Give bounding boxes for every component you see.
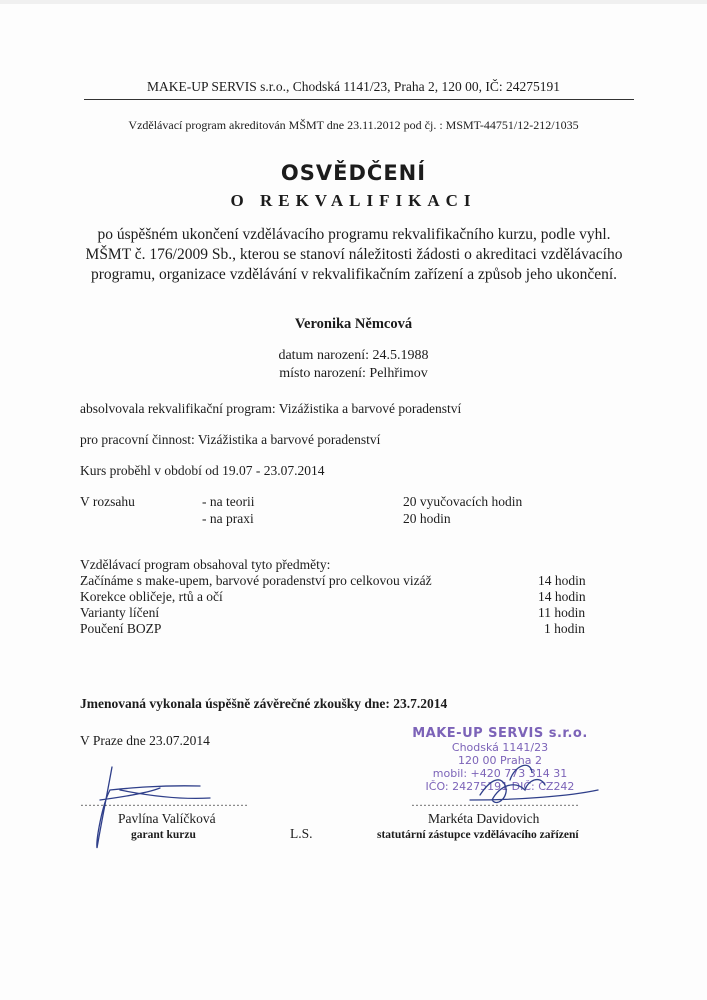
company-header: MAKE-UP SERVIS s.r.o., Chodská 1141/23, Praha 2, 120 00, IČ: 24275191 <box>146 79 561 94</box>
exam-line: Jmenovaná vykonala úspěšně závěrečné zkoušky dne: 23.7.2014 <box>80 696 448 711</box>
birth-place: místo narození: Pelhřimov <box>279 366 428 381</box>
scope-theory-value: 20 vyučovacích hodin <box>403 494 523 509</box>
subject-name: Poučení BOZP <box>80 621 162 636</box>
left-signature-dots: …………………………………… <box>80 795 248 809</box>
subject-name: Začínáme s make-upem, barvové poradenství pro celkovou vizáž <box>80 573 432 588</box>
left-signer-role: garant kurzu <box>131 829 196 841</box>
company-stamp <box>405 726 595 793</box>
scope-label: V rozsahu <box>80 494 135 509</box>
right-signer-role: statutární zástupce vzdělávacího zařízení <box>377 829 579 841</box>
stamp-line: Chodská 1141/23 <box>451 741 549 754</box>
person-name: Veronika Němcová <box>294 316 413 332</box>
accreditation-line: Vzdělávací program akreditován MŠMT dne 23.11.2012 pod čj. : MSMT-44751/12-212/1035 <box>128 118 579 132</box>
place-date: V Praze dne 23.07.2014 <box>80 733 210 748</box>
scan-edge <box>0 0 707 4</box>
stamp-line: IČO: 24275191 DIČ: CZ242 <box>425 780 575 793</box>
scope-practice-value: 20 hodin <box>403 511 451 526</box>
program-line: absolvovala rekvalifikační program: Vizážistika a barvové poradenství <box>80 401 462 416</box>
scope-theory-label: - na teorii <box>202 494 255 509</box>
subjects-heading: Vzdělávací program obsahoval tyto předměty: <box>80 557 331 572</box>
right-signer-name: Markéta Davidovich <box>428 811 540 826</box>
subject-name: Korekce obličeje, rtů a očí <box>80 589 223 604</box>
left-signer-name: Pavlína Valíčková <box>118 811 216 826</box>
stamp-line: 120 00 Praha 2 <box>458 754 542 767</box>
intro-paragraph: po úspěšném ukončení vzdělávacího programu rekvalifikačního kurzu, podle vyhl. MŠMT č. 176/2009 Sb., kterou se stanoví náležitosti žádosti o akreditaci vzdělávacího programu, organizace vzdělávání v rekvalifikačním zařízení a způsob jeho ukončení. <box>85 226 623 283</box>
subject-hours: 14 hodin <box>538 589 586 604</box>
stamp-title: MAKE-UP SERVIS s.r.o. <box>412 726 588 741</box>
stamp-line: mobil: +420 773 314 31 <box>432 767 568 780</box>
period-line: Kurs proběhl v období od 19.07 - 23.07.2014 <box>80 463 325 478</box>
subject-hours: 14 hodin <box>538 573 586 588</box>
certificate-title: OSVĚDČENÍ <box>280 161 427 185</box>
birth-date: datum narození: 24.5.1988 <box>278 348 429 363</box>
subject-hours: 1 hodin <box>544 621 585 636</box>
activity-line: pro pracovní činnost: Vizážistika a barvové poradenství <box>80 432 381 447</box>
right-signature-dots: …………………………………… <box>411 795 579 809</box>
ls-mark: L.S. <box>290 826 313 841</box>
certificate-subtitle: O REKVALIFIKACI <box>230 191 477 210</box>
subject-hours: 11 hodin <box>538 605 586 620</box>
header-divider <box>84 99 634 100</box>
subject-name: Varianty líčení <box>80 605 160 620</box>
scope-practice-label: - na praxi <box>202 511 254 526</box>
